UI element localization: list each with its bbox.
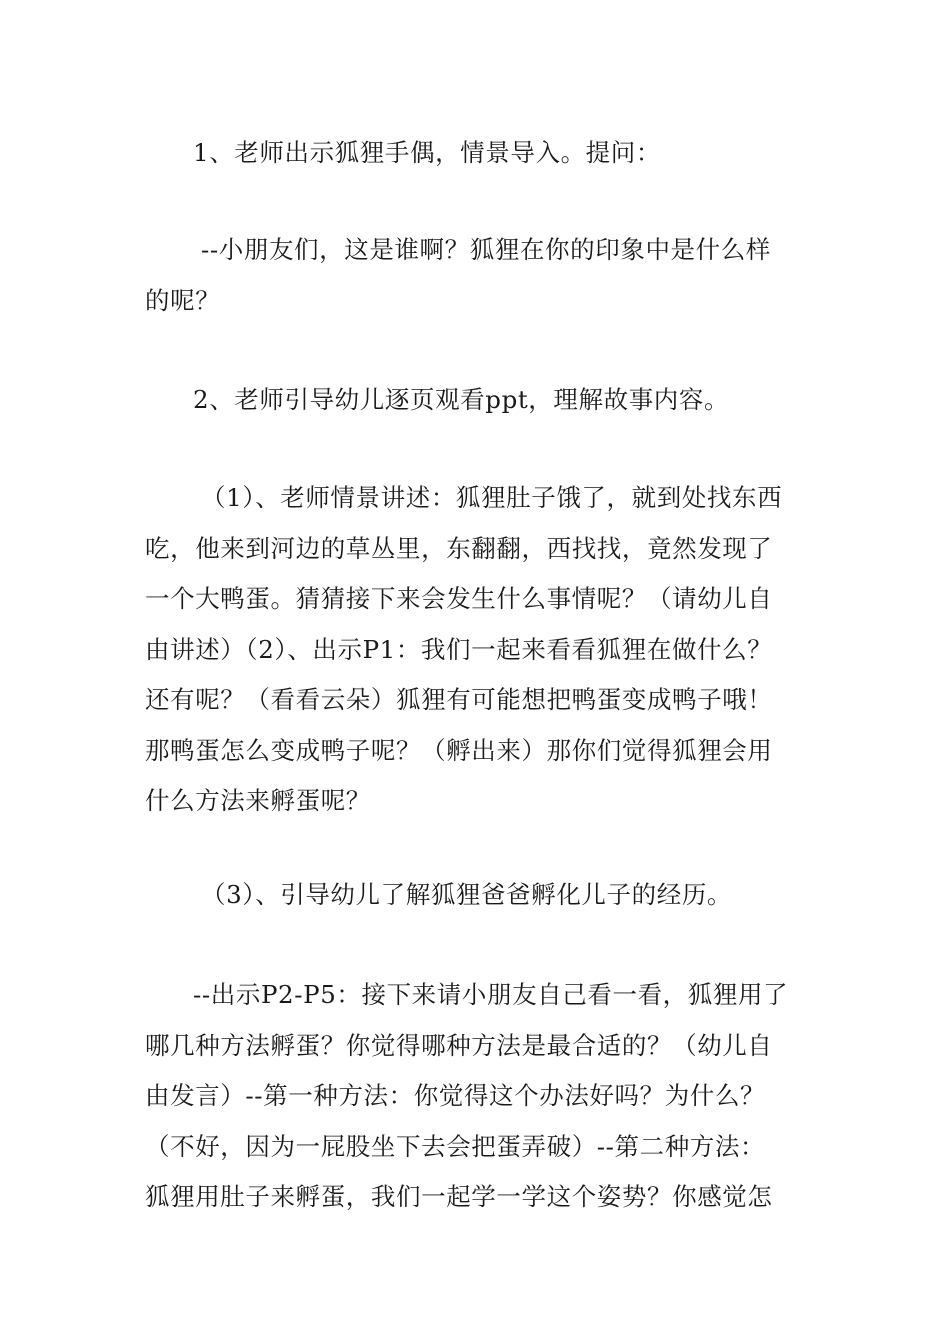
text-line: 吃，他来到河边的草丛里，东翻翻，西找找，竟然发现了 <box>145 533 773 563</box>
text-line: 的呢？ <box>145 285 221 315</box>
paragraph-step-2-1 <box>145 473 810 827</box>
paragraph-step-2 <box>145 375 810 426</box>
text-line: 1、老师出示狐狸手偶，情景导入。提问： <box>193 138 661 167</box>
text-line: 由发言）--第一种方法：你觉得这个办法好吗？为什么？ <box>145 1081 766 1110</box>
text-line: --出示P2-P5：接下来请小朋友自己看一看，狐狸用了 <box>193 980 789 1009</box>
paragraph-step-2-3 <box>145 870 810 921</box>
text-line: （不好，因为一屁股坐下去会把蛋弄破）--第二种方法： <box>145 1131 766 1161</box>
paragraph-step-1 <box>145 128 810 179</box>
text-line: 那鸭蛋怎么变成鸭子呢？（孵出来）那你们觉得狐狸会用 <box>145 735 773 765</box>
paragraph-question-1 <box>145 225 810 326</box>
text-line: --小朋友们，这是谁啊？狐狸在你的印象中是什么样 <box>201 235 771 264</box>
paragraph-step-2-3-detail <box>145 970 810 1223</box>
text-line: 一个大鸭蛋。猜猜接下来会发生什么事情呢？（请幼儿自 <box>145 584 773 613</box>
text-line: （1）、老师情景讲述：狐狸肚子饿了，就到处找东西 <box>201 483 783 512</box>
text-line: 狐狸用肚子来孵蛋，我们一起学一学这个姿势？你感觉怎 <box>145 1182 773 1211</box>
text-line: 2、老师引导幼儿逐页观看ppt，理解故事内容。 <box>193 385 730 414</box>
text-line: 什么方法来孵蛋呢？ <box>145 786 371 815</box>
text-line: （3）、引导幼儿了解狐狸爸爸孵化儿子的经历。 <box>201 880 733 909</box>
text-line: 由讲述）（2）、出示P1：我们一起来看看狐狸在做什么？ <box>145 634 773 664</box>
text-line: 哪几种方法孵蛋？你觉得哪种方法是最合适的？（幼儿自 <box>145 1030 773 1060</box>
text-line: 还有呢？（看看云朵）狐狸有可能想把鸭蛋变成鸭子哦！ <box>145 685 773 714</box>
